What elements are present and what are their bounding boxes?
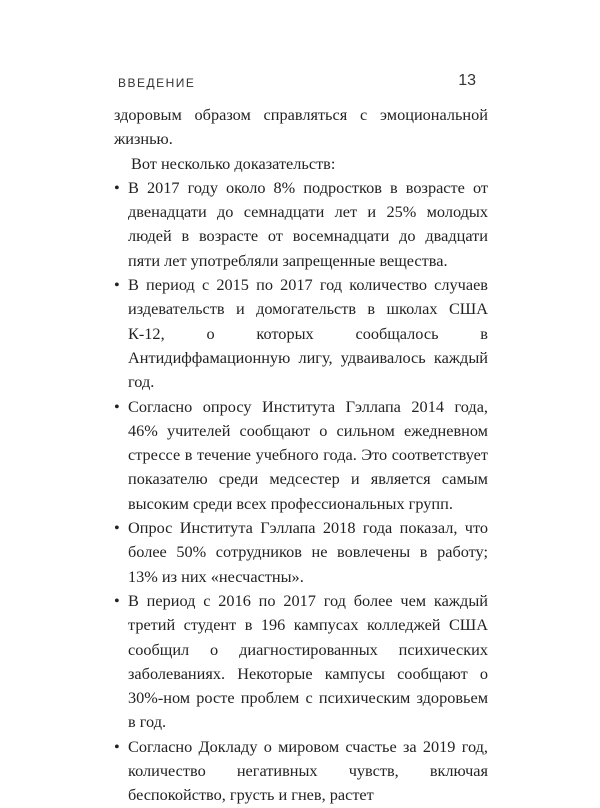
page-number: 13 [458,72,476,89]
list-item: • Опрос Института Гэллапа 2018 года показал, что более 50% сотрудников не вовлечены в работу; 13% из них «несчастны». [114,516,488,589]
evidence-list [114,176,488,808]
continuation-paragraph: здоровым образом справляться с эмоциональной жизнью. [114,105,488,149]
intro-paragraph: Вот несколько доказательств: [131,153,336,173]
list-item: • В 2017 году около 8% подростков в возрасте от двенадцати до семнадцати лет и 25% молодых людей в возрасте от восемнадцати до двадцати пяти лет употребляли запрещенные вещества. [114,176,488,273]
list-item: • В период с 2015 по 2017 год количество случаев издевательств и домогательств в школах США К-12, о которых сообщалось в Антидиффамационную лигу, удваивалось каждый год. [114,273,488,394]
body-text [114,103,488,808]
running-head: ВВЕДЕНИЕ [118,76,196,90]
list-item: • Согласно опросу Института Гэллапа 2014 года, 46% учителей сообщают о сильном ежедневном стрессе в течение учебного года. Это соответствует показателю среди медсестер и является самым высоким среди всех профессиональных групп. [114,395,488,516]
list-item: • В период с 2016 по 2017 год более чем каждый третий студент в 196 кампусах колледжей США сообщил о диагностированных психических заболеваниях. Некоторые кампусы сообщают о 30%-ном росте проблем с психическим здоровьем в год. [114,589,488,735]
list-item: • Согласно Докладу о мировом счастье за 2019 год, количество негативных чувств, включая беспокойство, грусть и гнев, растет [114,735,488,808]
